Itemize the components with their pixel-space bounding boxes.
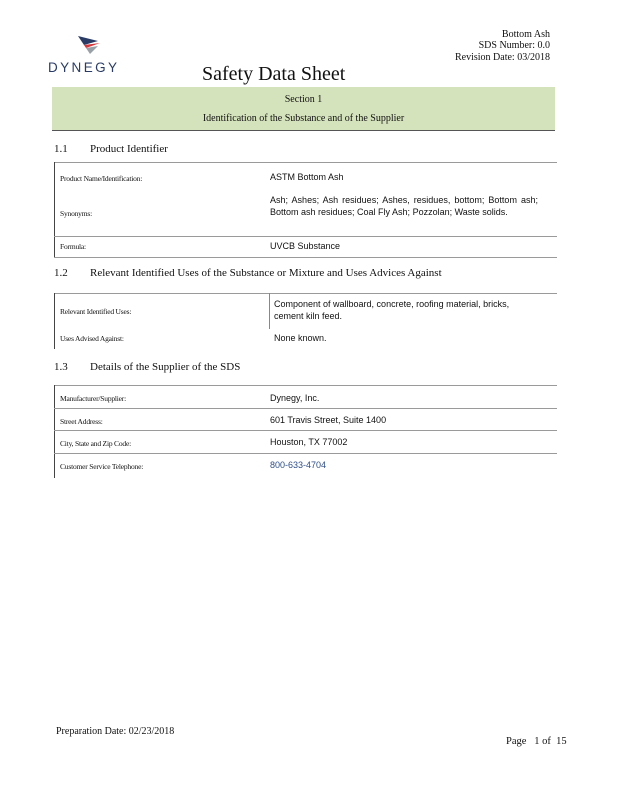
subsection-heading-1-3 — [54, 361, 240, 373]
subsection-title: Relevant Identified Uses of the Substance or Mixture and Uses Advices Against — [90, 267, 442, 279]
subsection-title: Product Identifier — [90, 143, 168, 155]
row-value: Ash; Ashes; Ash residues; Ashes, residues, bottom; Bottom ash; Bottom ash residues; Coal Fly Ash; Pozzolan; Waste solids. — [270, 195, 538, 217]
subsection-heading-1-1 — [54, 143, 168, 155]
header-revision-date: Revision Date: 03/2018 — [455, 52, 550, 63]
table-row — [54, 430, 557, 453]
row-value: UVCB Substance — [270, 241, 341, 251]
row-label: Street Address: — [60, 417, 103, 426]
table-row — [54, 192, 557, 238]
row-value: ASTM Bottom Ash — [270, 172, 344, 182]
identified-uses-table — [54, 293, 557, 349]
dynegy-logo-icon — [76, 34, 102, 56]
customer-service-phone-link[interactable]: 800-633-4704 — [270, 460, 327, 470]
row-label: Manufacturer/Supplier: — [60, 394, 126, 403]
row-value: 601 Travis Street, Suite 1400 — [270, 415, 387, 425]
row-label: Relevant Identified Uses: — [60, 307, 132, 316]
row-label: Customer Service Telephone: — [60, 462, 144, 471]
row-label: City, State and Zip Code: — [60, 439, 131, 448]
row-label: Product Name/Identification: — [60, 174, 143, 183]
subsection-number: 1.2 — [54, 267, 68, 279]
row-value: None known. — [274, 333, 327, 343]
preparation-date: Preparation Date: 02/23/2018 — [56, 726, 175, 737]
row-label: Synonyms: — [60, 209, 92, 218]
row-value: Component of wallboard, concrete, roofing material, bricks, cement kiln feed. — [274, 299, 510, 321]
page-number: Page 1 of 15 — [506, 736, 567, 747]
subsection-number: 1.1 — [54, 143, 68, 155]
section-title: Identification of the Substance and of the Supplier — [202, 113, 405, 124]
table-row — [54, 453, 557, 478]
subsection-title: Details of the Supplier of the SDS — [90, 361, 241, 373]
product-identifier-table — [54, 162, 557, 258]
table-row — [54, 162, 557, 192]
section-band — [52, 87, 555, 131]
table-row — [54, 236, 557, 258]
logo-text: DYNEGY — [48, 60, 120, 75]
table-row — [54, 329, 557, 349]
row-label: Formula: — [60, 242, 86, 251]
section-number: Section 1 — [284, 94, 323, 105]
table-row — [54, 385, 557, 408]
row-value: Dynegy, Inc. — [270, 393, 320, 403]
subsection-number: 1.3 — [54, 361, 68, 373]
row-label: Uses Advised Against: — [60, 334, 124, 343]
supplier-details-table — [54, 385, 557, 478]
dynegy-logo — [48, 34, 130, 78]
header-sds-number: SDS Number: 0.0 — [478, 40, 550, 51]
document-title: Safety Data Sheet — [202, 63, 346, 85]
table-row — [54, 408, 557, 430]
subsection-heading-1-2 — [54, 267, 442, 279]
header-product-name: Bottom Ash — [501, 29, 550, 40]
table-row — [54, 293, 557, 329]
row-value: Houston, TX 77002 — [270, 437, 348, 447]
